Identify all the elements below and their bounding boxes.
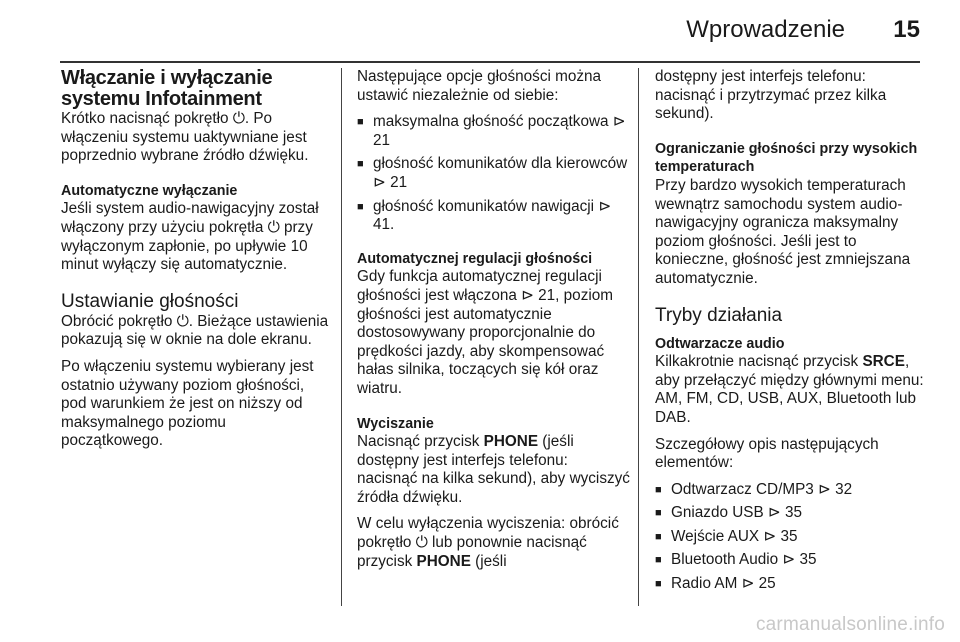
- watermark: carmanualsonline.info: [755, 614, 945, 635]
- subheading-audio-players: Odtwarzacze audio: [655, 335, 785, 352]
- paragraph: Krótko nacisnąć pokrętło ⏻. Po włączeniu systemu uaktywniane jest poprzednio wybrane źródło dźwięku.: [61, 110, 309, 165]
- subheading-temperature: Ograniczanie głośności przy wysokich temperaturach: [655, 140, 918, 176]
- subheading-mute: Wyciszanie: [357, 415, 434, 432]
- button-name-phone: PHONE: [483, 433, 539, 451]
- paragraph: Jeśli system audio-nawigacyjny został włączony przy użyciu pokrętła ⏻ przy wyłączonym zapłonie, po upływie 10 minut wyłączy się automatycznie.: [61, 200, 319, 274]
- list-item: ■ Bluetooth Audio ⊳ 35: [655, 551, 925, 570]
- list-item: ■ Wejście AUX ⊳ 35: [655, 528, 925, 547]
- subheading-avc: Automatycznej regulacji głośności: [357, 250, 593, 267]
- paragraph: dostępny jest interfejs telefonu: nacisnąć i przytrzymać przez kilka sekund).: [655, 68, 887, 123]
- page-header: [0, 0, 960, 66]
- column-left: [61, 68, 331, 459]
- heading-modes: Tryby działania: [655, 304, 783, 326]
- list-item: ■ maksymalna głośność początkowa ⊳ 21: [357, 113, 632, 150]
- paragraph: Kilkakrotnie nacisnąć przycisk SRCE, aby przełączyć między głównymi menu: AM, FM, CD, USB, AUX, Bluetooth lub DAB.: [655, 353, 924, 426]
- list-item: ■ Radio AM ⊳ 25: [655, 575, 925, 594]
- list-item: ■ Odtwarzacz CD/MP3 ⊳ 32: [655, 481, 925, 500]
- sources-list: [655, 481, 925, 594]
- list-item: ■ głośność komunikatów nawigacji ⊳ 41.: [357, 198, 632, 235]
- volume-options-list: [357, 113, 632, 235]
- button-name-srce: SRCE: [862, 353, 905, 371]
- section-title: Wprowadzenie: [686, 16, 845, 43]
- button-name-phone: PHONE: [416, 552, 471, 570]
- paragraph: Przy bardzo wysokich temperaturach wewnątrz samochodu system audio-nawigacyjny ogranicza maksymalny poziom głośności. Jeśli jest to konieczne, głośność jest zmniejszana automatycznie.: [655, 176, 911, 287]
- paragraph: Następujące opcje głośności można ustawić niezależnie od siebie:: [357, 68, 602, 104]
- subheading-auto-off: Automatyczne wyłączanie: [61, 182, 238, 199]
- page-number: 15: [893, 16, 920, 43]
- column-middle: [357, 68, 632, 579]
- paragraph: Obrócić pokrętło ⏻. Bieżące ustawienia pokazują się w oknie na dole ekranu.: [61, 312, 329, 349]
- column-divider: [638, 68, 639, 606]
- column-divider: [341, 68, 342, 606]
- heading-volume: Ustawianie głośności: [61, 290, 239, 312]
- list-item: ■ głośność komunikatów dla kierowców ⊳ 21: [357, 155, 632, 192]
- list-item: ■ Gniazdo USB ⊳ 35: [655, 504, 925, 523]
- paragraph: W celu wyłączenia wyciszenia: obrócić pokrętło ⏻ lub ponownie nacisnąć przycisk PHONE (jeśli: [357, 515, 619, 570]
- header-divider: [60, 61, 920, 63]
- paragraph: Po włączeniu systemu wybierany jest ostatnio używany poziom głośności, pod warunkiem że jest on niższy od maksymalnego poziomu początkowego.: [61, 357, 314, 450]
- paragraph: Nacisnąć przycisk PHONE (jeśli dostępny jest interfejs telefonu: nacisnąć na kilka sekund), aby wyciszyć źródła dźwięku.: [357, 433, 630, 506]
- column-right: [655, 68, 925, 601]
- heading-switch: Włączanie i wyłączanie systemu Infotainment: [61, 67, 273, 110]
- paragraph: Gdy funkcja automatycznej regulacji głośności jest włączona ⊳ 21, poziom głośności jest automatycznie dostosowywany proporcjonalnie do prędkości jazdy, aby skompensować hałas silnika, toczących się kół oraz wiatru.: [357, 268, 613, 397]
- paragraph: Szczegółowy opis następujących elementów:: [655, 435, 879, 472]
